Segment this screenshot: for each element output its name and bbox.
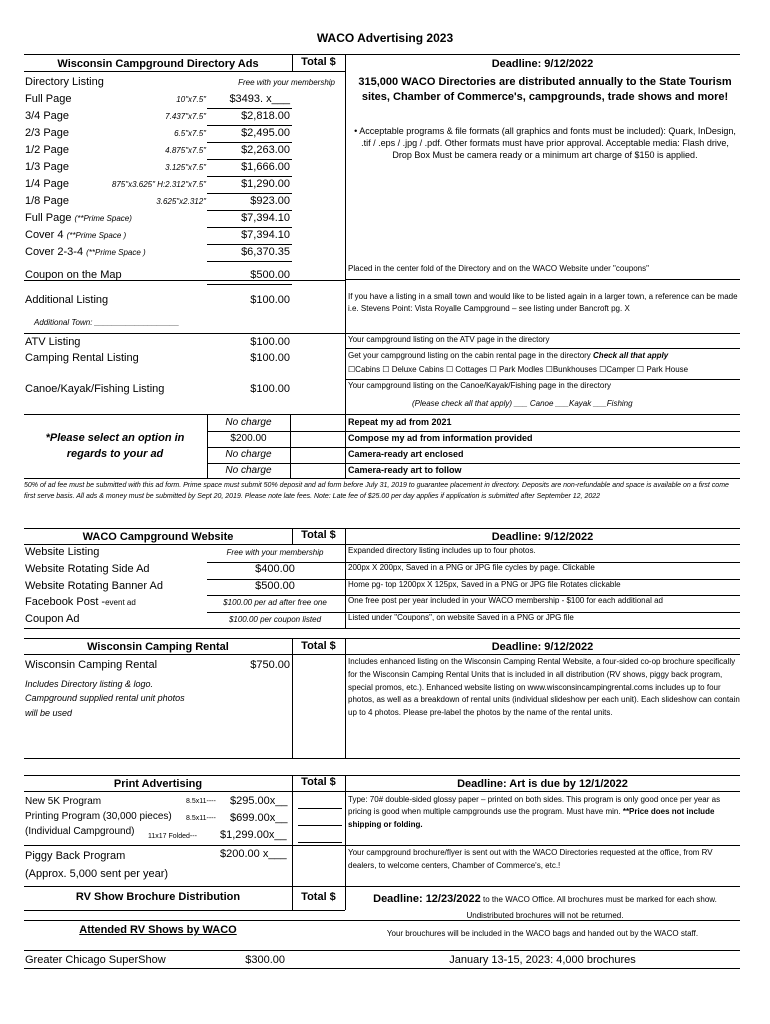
rental-listing-label: Camping Rental Listing xyxy=(25,352,139,364)
directory-row-price: $2,818.00 xyxy=(241,110,290,122)
ad-option-price: $200.00 xyxy=(230,433,267,444)
atv-desc: Your campground listing on the ATV page in the directory xyxy=(348,335,550,344)
directory-fine-print: 50% of ad fee must be submitted with this ad form. Prime space must submit 50% deposit and ad form before July 31, 2019 to guarantee placement in directory. Deposits are non-refundable and space is available on a first come first serve basis. All ads & money must be submitted by Sept 20, 2019. Please note late fees. Note: Late fee of $25.00 per day applies if application is submitted after September 12, 2022 xyxy=(24,482,729,500)
atv-price: $100.00 xyxy=(250,336,290,348)
directory-row-price: $1,290.00 xyxy=(241,178,290,190)
rv-header: RV Show Brochure Distribution xyxy=(75,891,241,903)
directory-row-price: $7,394.10 xyxy=(241,229,290,241)
ad-option-price: No charge xyxy=(225,417,272,428)
directory-total-label: Total $ xyxy=(301,56,336,68)
ad-option-label[interactable]: Camera-ready art to follow xyxy=(348,465,462,475)
website-row-name: Coupon Ad xyxy=(25,613,80,626)
directory-row-name: Cover 4 (**Prime Space ) xyxy=(25,229,127,241)
piggy-back-price[interactable]: $200.00 x___ xyxy=(220,848,287,860)
directory-row-size: 3.625"x2.312" xyxy=(156,197,206,206)
website-row-price: $500.00 xyxy=(255,579,295,592)
directory-row-name: 2/3 Page xyxy=(25,127,70,139)
canoe-listing-price: $100.00 xyxy=(250,383,290,395)
website-row-name: Website Rotating Side Ad xyxy=(25,562,150,575)
canoe-listing-label: Canoe/Kayak/Fishing Listing xyxy=(25,383,165,395)
directory-row-price: $2,495.00 xyxy=(241,127,290,139)
directory-row-price[interactable]: $3493. x___ xyxy=(229,93,290,105)
camping-rental-header: Wisconsin Camping Rental xyxy=(87,641,229,653)
website-header: WACO Campground Website xyxy=(82,531,234,543)
directory-row-size: 3.125"x7.5" xyxy=(165,163,206,172)
show-desc: January 13-15, 2023: 4,000 brochures xyxy=(449,954,636,966)
print-desc: Type: 70# double-sided glossy paper – printed on both sides. This program is only good once per year as pricing is good when multiple campgrounds use the program. Must have min. **Price does not include shipping or folding. xyxy=(348,795,721,829)
camping-rental-desc: Includes enhanced listing on the Wisconsin Camping Rental Website, a four-sided co-op brochure specifically for the Wisconsin Camping Rental Units that is included in all distribution (RV shows, piggy back program, special promos, etc.). Enhanced website listing on www.wisconsincampingrental.coms includes up to four photos, as well as a breakdown of rental units (individual slideshow per each unit). Each slideshow can contain up to 4 photos. Please pre-label the photos by the name of the rental units. xyxy=(348,657,740,718)
website-row-price: $100.00 per coupon listed xyxy=(228,615,322,625)
camping-rental-deadline: Deadline: 9/12/2022 xyxy=(491,641,594,653)
directory-row-size: 6.5"x7.5" xyxy=(174,129,206,138)
website-row-desc: Home pg- top 1200px X 125px, Saved in a PNG or JPG file Rotates clickable xyxy=(348,579,621,589)
print-size-3: 11x17 Folded--- xyxy=(148,833,197,840)
print-line-individual: (Individual Campground) xyxy=(25,826,135,837)
coupon-desc: Placed in the center fold of the Directory and on the WACO Website under "coupons" xyxy=(348,264,649,273)
print-total-label: Total $ xyxy=(301,776,336,788)
website-row-name: Website Rotating Banner Ad xyxy=(25,579,163,592)
directory-row-name: Full Page (**Prime Space) xyxy=(25,212,132,224)
rv-deadline: Deadline: 12/23/2022 to the WACO Office. All brochures must be marked for each show. Undistributed brochures will not be returned. xyxy=(373,893,717,920)
directory-formats: • Acceptable programs & file formats (all graphics and fonts must be included): Quark, InDesign, .tif / .eps / .jpg / .pdf. Other formats must have prior approval. Acceptable media: Flash drive, Drop Box Must be camera ready or a minimum art charge of $150 is applied. xyxy=(354,126,736,161)
show-price: $300.00 xyxy=(245,954,285,966)
rv-total-label: Total $ xyxy=(301,891,336,903)
print-size-1: 8.5x11---- xyxy=(186,798,216,805)
atv-label: ATV Listing xyxy=(25,336,81,348)
directory-row-price: $500.00 xyxy=(250,269,290,281)
directory-row-name: 1/8 Page xyxy=(25,195,70,207)
directory-row-price: $6,370.35 xyxy=(241,246,290,258)
additional-town-field[interactable]: Additional Town: ___________________ xyxy=(34,318,180,327)
canoe-listing-desc: Your campground listing on the Canoe/Kayak/Fishing page in the directory xyxy=(348,381,611,390)
select-option-note: *Please select an option in regards to your ad xyxy=(45,432,185,460)
directory-row-price: $2,263.00 xyxy=(241,144,290,156)
directory-row-name: Coupon on the Map xyxy=(25,269,122,281)
website-row-price: $400.00 xyxy=(255,562,295,575)
directory-headline: 315,000 WACO Directories are distributed annually to the State Tourism sites, Chamber of Commerce's, campgrounds, trade shows and more! xyxy=(358,76,732,103)
directory-row-size: 10"x7.5" xyxy=(176,95,206,104)
piggy-back-label: Piggy Back Program xyxy=(25,850,126,862)
attended-shows-desc: Your brouchures will be included in the WACO bags and handed out by the WACO staff. xyxy=(386,929,699,938)
website-row-price: $100.00 per ad after free one xyxy=(223,598,327,608)
directory-row-name: 1/2 Page xyxy=(25,144,70,156)
camping-rental-total-label: Total $ xyxy=(301,640,336,652)
directory-row-price: $923.00 xyxy=(250,195,290,207)
rental-options-checkboxes[interactable]: ☐Cabins ☐ Deluxe Cabins ☐ Cottages ☐ Park Modles ☐Bunkhouses ☐Camper ☐ Park House xyxy=(348,365,689,374)
directory-header: Wisconsin Campground Directory Ads xyxy=(57,58,259,70)
directory-row-name: 3/4 Page xyxy=(25,110,70,122)
website-row-desc: Expanded directory listing includes up to four photos. xyxy=(348,546,536,555)
ad-option-price: No charge xyxy=(225,449,272,460)
piggy-back-note: (Approx. 5,000 sent per year) xyxy=(25,868,169,880)
camping-rental-name: Wisconsin Camping Rental xyxy=(25,659,158,671)
print-price-1[interactable]: $295.00x__ xyxy=(230,795,288,807)
directory-row-size: 4.875"x7.5" xyxy=(165,146,206,155)
directory-row-name: 1/4 Page xyxy=(25,178,70,190)
website-row-name: Facebook Post -event ad xyxy=(25,596,136,609)
directory-row-name: Full Page xyxy=(25,93,72,105)
print-line-printing-program: Printing Program (30,000 pieces) xyxy=(25,811,172,822)
directory-row-size: 875"x3.625" H:2.312"x7.5" xyxy=(111,180,206,189)
directory-row-price: $7,394.10 xyxy=(241,212,290,224)
ad-option-label[interactable]: Repeat my ad from 2021 xyxy=(348,417,452,427)
directory-row-size: 7.437"x7.5" xyxy=(165,112,206,121)
ad-option-price: No charge xyxy=(225,465,272,476)
rental-listing-price: $100.00 xyxy=(250,352,290,364)
print-header: Print Advertising xyxy=(113,778,203,790)
print-price-2[interactable]: $699.00x__ xyxy=(230,812,288,824)
website-deadline: Deadline: 9/12/2022 xyxy=(491,531,594,543)
print-price-3[interactable]: $1,299.00x__ xyxy=(220,829,287,841)
attended-shows-heading: Attended RV Shows by WACO xyxy=(79,924,237,936)
ad-option-label[interactable]: Compose my ad from information provided xyxy=(348,433,533,443)
camping-rental-note: Includes Directory listing & logo. Campground supplied rental unit photos will be used xyxy=(25,679,185,718)
show-name: Greater Chicago SuperShow xyxy=(25,954,166,966)
directory-row-name: Cover 2-3-4 (**Prime Space ) xyxy=(25,246,146,258)
website-total-label: Total $ xyxy=(301,529,336,541)
print-size-2: 8.5x11---- xyxy=(186,815,216,822)
additional-listing-desc: If you have a listing in a small town and would like to be listed again in a larger town, a reference can be made i.e. Stevens Point: Vista Royalle Campground – see listing under Bancroft pg. X xyxy=(348,292,738,314)
camping-rental-price: $750.00 xyxy=(250,659,290,671)
website-row-desc: Listed under "Coupons", on website Saved in a PNG or JPG file xyxy=(348,613,574,623)
directory-row-name: 1/3 Page xyxy=(25,161,70,173)
directory-deadline: Deadline: 9/12/2022 xyxy=(491,58,594,70)
website-row-price: Free with your membership xyxy=(226,548,324,557)
rental-listing-desc: Get your campground listing on the cabin rental page in the directory Check all that apply xyxy=(348,351,669,360)
print-line-new-5k: New 5K Program xyxy=(25,796,102,807)
page-title: WACO Advertising 2023 xyxy=(316,31,454,45)
canoe-check-options[interactable]: (Please check all that apply) ___ Canoe ___Kayak ___Fishing xyxy=(412,399,633,408)
directory-row-price: $1,666.00 xyxy=(241,161,290,173)
ad-option-label[interactable]: Camera-ready art enclosed xyxy=(348,449,464,459)
additional-listing-label: Additional Listing xyxy=(25,294,109,306)
directory-row-price: Free with your membership xyxy=(238,78,335,87)
directory-row-name: Directory Listing xyxy=(25,76,104,88)
website-row-desc: 200px X 200px, Saved in a PNG or JPG file cycles by page. Clickable xyxy=(348,562,595,572)
piggy-back-desc: Your campground brochure/flyer is sent out with the WACO Directories requested at the office, from RV dealers, to welcome centers, Chamber of Commerce's, etc.! xyxy=(348,848,713,870)
website-row-desc: One free post per year included in your WACO membership - $100 for each additional ad xyxy=(348,596,663,606)
website-row-name: Website Listing xyxy=(25,546,100,558)
additional-listing-price: $100.00 xyxy=(250,294,290,306)
print-deadline: Deadline: Art is due by 12/1/2022 xyxy=(457,778,628,790)
